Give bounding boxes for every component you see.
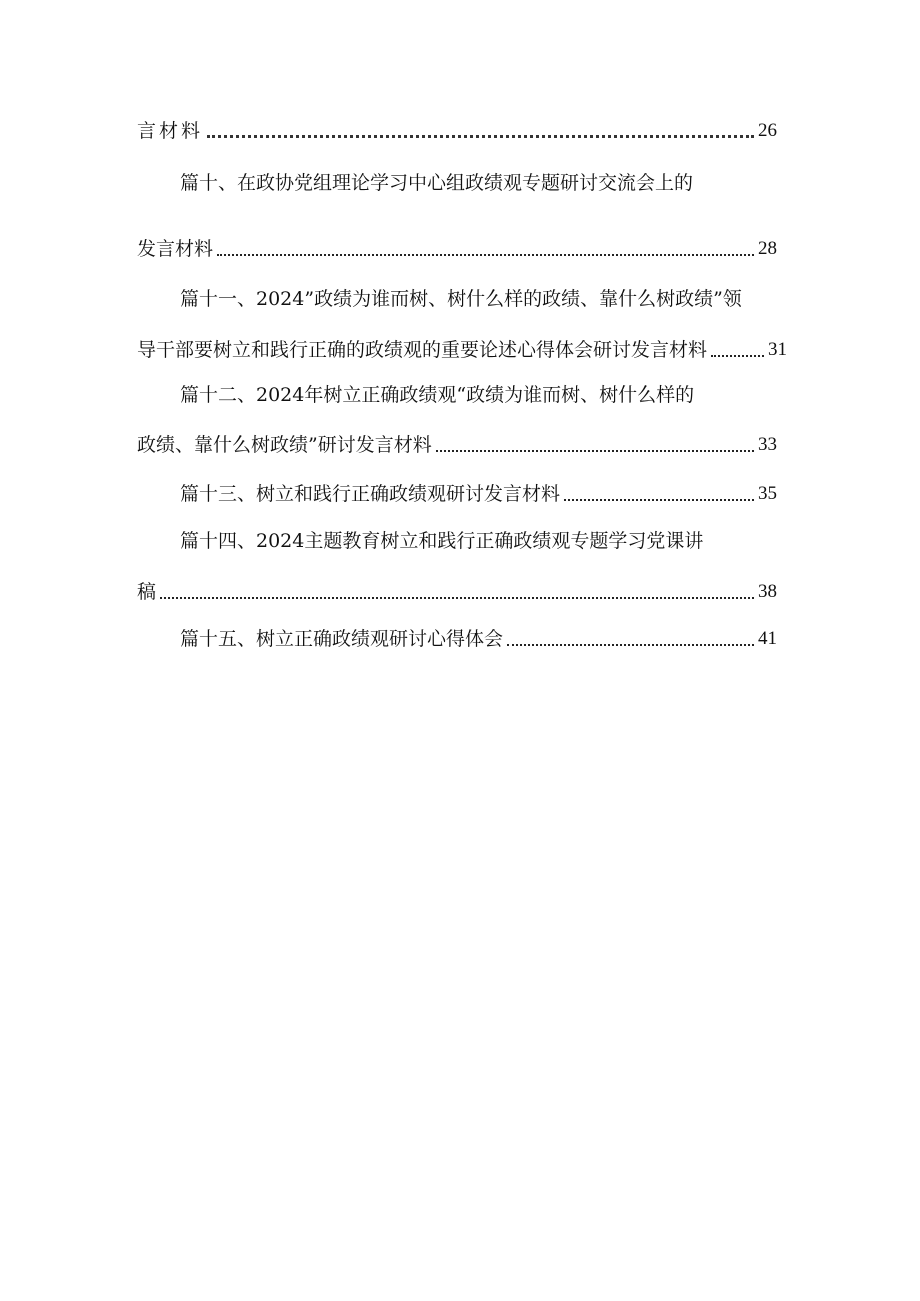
dot-leader: [507, 644, 754, 646]
dot-leader: [436, 450, 754, 452]
toc-entry-title[interactable]: 篇十、在政协党组理论学习中心组政绩观专题研讨交流会上的: [180, 172, 694, 194]
toc-entry-text: 稿: [137, 581, 157, 603]
toc-entry[interactable]: [137, 575, 777, 605]
toc-entry-text: 导干部要树立和践行正确的政绩观的重要论述心得体会研讨发言材料: [137, 339, 708, 361]
toc-page-number: 33: [758, 434, 777, 455]
toc-entry-text: 言材料: [137, 120, 204, 142]
dot-leader: [217, 254, 754, 256]
toc-entry-text: 篇十三、树立和践行正确政绩观研讨发言材料: [180, 483, 561, 505]
toc-entry[interactable]: [137, 428, 777, 458]
toc-page-number: 38: [758, 581, 777, 602]
toc-entry[interactable]: [137, 333, 787, 363]
toc-page-number: 28: [758, 238, 777, 259]
toc-entry[interactable]: [180, 477, 777, 507]
toc-page-number: 26: [758, 120, 777, 141]
toc-entry[interactable]: [180, 622, 777, 652]
toc-entry-text: 政绩、靠什么树政绩”研讨发言材料: [137, 434, 432, 456]
dot-leader: [564, 499, 754, 501]
dot-leader: [160, 597, 754, 599]
dot-leader: [711, 355, 764, 357]
toc-entry[interactable]: [137, 114, 777, 144]
toc-entry-text: 发言材料: [137, 238, 214, 260]
toc-page-number: 35: [758, 483, 777, 504]
toc-entry-title[interactable]: 篇十一、2024”政绩为谁而树、树什么样的政绩、靠什么树政绩”领: [180, 288, 742, 310]
toc-entry-title[interactable]: 篇十二、2024年树立正确政绩观“政绩为谁而树、树什么样的: [180, 384, 695, 406]
toc-entry-title[interactable]: 篇十四、2024主题教育树立和践行正确政绩观专题学习党课讲: [180, 530, 704, 552]
toc-page-number: 31: [768, 339, 787, 360]
toc-entry[interactable]: [137, 232, 777, 262]
dot-leader: [207, 135, 754, 138]
toc-page-number: 41: [758, 628, 777, 649]
toc-entry-text: 篇十五、树立正确政绩观研讨心得体会: [180, 628, 504, 650]
